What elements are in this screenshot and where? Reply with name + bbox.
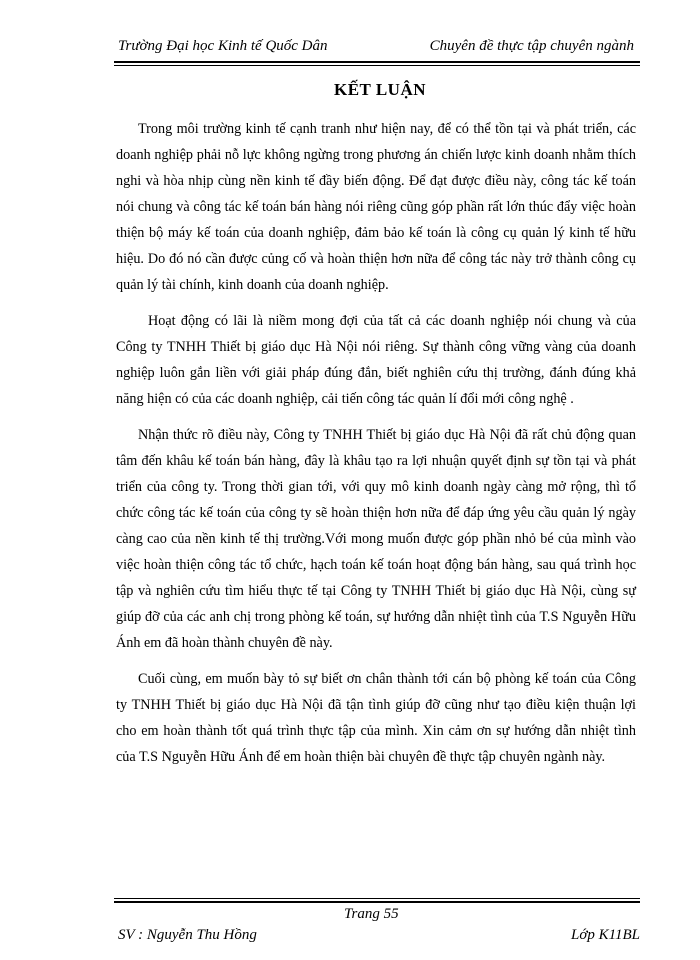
footer-student: SV : Nguyễn Thu Hồng — [118, 927, 257, 943]
footer-class: Lớp K11BL — [571, 927, 640, 943]
header-school: Trường Đại học Kinh tế Quốc Dân — [118, 38, 328, 54]
header-doc-type: Chuyên đề thực tập chuyên ngành — [429, 38, 634, 54]
page-title: KẾT LUẬN — [333, 80, 426, 99]
paragraph-3: Nhận thức rõ điều này, Công ty TNHH Thiết bị giáo dục Hà Nội đã rất chủ động quan tâm đến khâu kế toán bán hàng, đây là khâu tạo ra lợi nhuận quyết định sự tồn tại và phát triển của công ty. Trong thời gian tới, với quy mô kinh doanh ngày càng mở rộng, thì tổ chức công tác kế toán của công ty sẽ hoàn thiện hơn nữa để đáp ứng yêu cầu quản lý ngày càng cao của nền kinh tế thị trường.Với mong muốn được góp phần nhỏ bé của mình vào việc hoàn thiện công tác tổ chức, hạch toán kế toán hoạt động bán hàng, sau quá trình học tập và nghiên cứu tìm hiểu thực tế tại Công ty TNHH Thiết bị giáo dục Hà Nội, cùng sự giúp đỡ của các anh chị trong phòng kế toán, sự hướng dẫn nhiệt tình của T.S Nguyễn Hữu Ánh em đã hoàn thành chuyên đề này. — [116, 427, 636, 651]
page-number: Trang 55 — [344, 906, 399, 922]
footer-rule — [114, 898, 640, 903]
document-body — [116, 116, 636, 780]
paragraph-1: Trong môi trường kinh tế cạnh tranh như hiện nay, để có thể tồn tại và phát triển, các doanh nghiệp phải nỗ lực không ngừng trong phương án chiến lược kinh doanh nhằm thích nghi và hòa nhịp cùng nền kinh tế đầy biến động. Để đạt được điều này, công tác kế toán nói chung và công tác kế toán bán hàng nói riêng cũng góp phần rất lớn thúc đẩy việc hoàn thiện bộ máy kế toán của doanh nghiệp, đảm bảo kế toán là công cụ quản lý kinh tế hữu hiệu. Do đó nó cần được củng cố và hoàn thiện hơn nữa để công tác này trở thành công cụ quản lý tài chính, kinh doanh của doanh nghiệp. — [116, 121, 636, 293]
paragraph-4: Cuối cùng, em muốn bày tỏ sự biết ơn chân thành tới cán bộ phòng kế toán của Công ty TNHH Thiết bị giáo dục Hà Nội đã tận tình giúp đỡ cũng như tạo điều kiện thuận lợi cho em hoàn thành tốt quá trình thực tập của mình. Xin cảm ơn sự hướng dẫn nhiệt tình của T.S Nguyễn Hữu Ánh để em hoàn thiện bài chuyên đề thực tập chuyên ngành này. — [116, 671, 636, 765]
header-rule — [114, 61, 640, 66]
paragraph-2: Hoạt động có lãi là niềm mong đợi của tất cả các doanh nghiệp nói chung và của Công ty TNHH Thiết bị giáo dục Hà Nội nói riêng. Sự thành công vững vàng của doanh nghiệp luôn gắn liền với giải pháp đúng đắn, biết nghiên cứu thị trường, đánh đúng khả năng hiện có của các doanh nghiệp, cải tiến công tác quản lí đổi mới công nghệ . — [116, 313, 636, 407]
